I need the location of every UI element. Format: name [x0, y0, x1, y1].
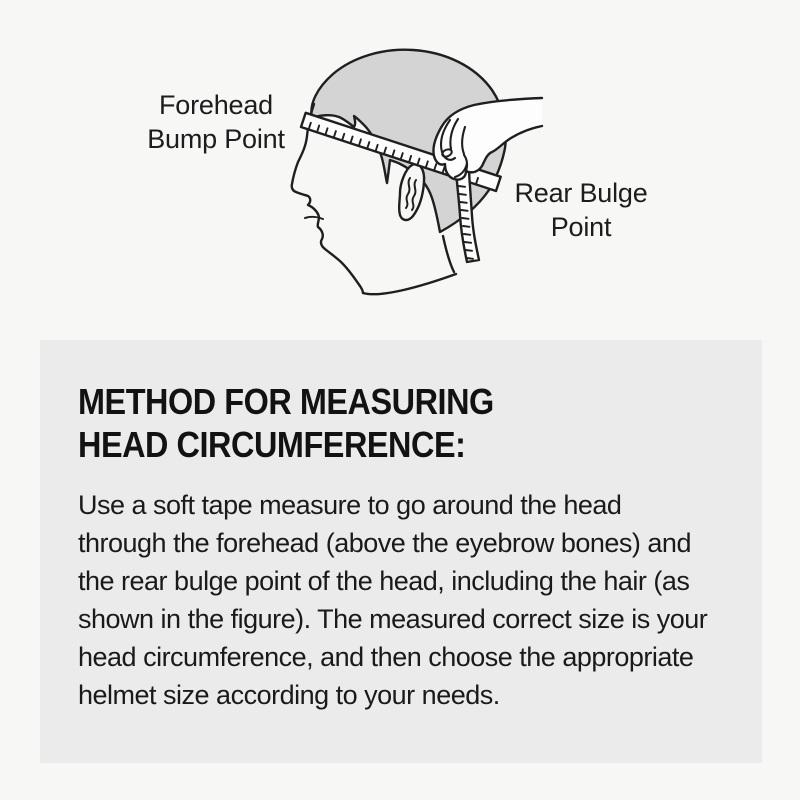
rear-label-line2: Point [550, 212, 612, 242]
head-measurement-illustration [0, 0, 800, 340]
heading-line-2: HEAD CIRCUMFERENCE: [78, 424, 466, 465]
body-line-1: Use a soft tape measure to go around the head [78, 490, 622, 520]
body-line-5: head circumference, and then choose the appropriate [78, 642, 694, 672]
neck-back-line [443, 236, 454, 272]
mouth-line [305, 217, 323, 219]
head-measurement-figure [0, 0, 800, 340]
forehead-label-line1: Forehead [159, 90, 273, 120]
rear-bulge-point-label [496, 176, 666, 244]
body-line-6: helmet size according to your needs. [78, 680, 500, 710]
body-line-4: shown in the figure). The measured correct size is your [78, 604, 708, 634]
rear-label-line1: Rear Bulge [514, 178, 648, 208]
instructions-body [78, 486, 707, 714]
instructions-panel [40, 340, 762, 763]
heading-line-1: METHOD FOR MEASURING [78, 381, 494, 422]
body-line-3: the rear bulge point of the head, including the hair (as [78, 566, 690, 596]
body-line-2: through the forehead (above the eyebrow bones) and [78, 528, 691, 558]
instructions-heading [78, 380, 494, 466]
ear-shape [399, 164, 424, 220]
forehead-label-line2: Bump Point [147, 124, 285, 154]
forehead-bump-point-label [118, 88, 314, 156]
shoulder-line [363, 274, 456, 294]
